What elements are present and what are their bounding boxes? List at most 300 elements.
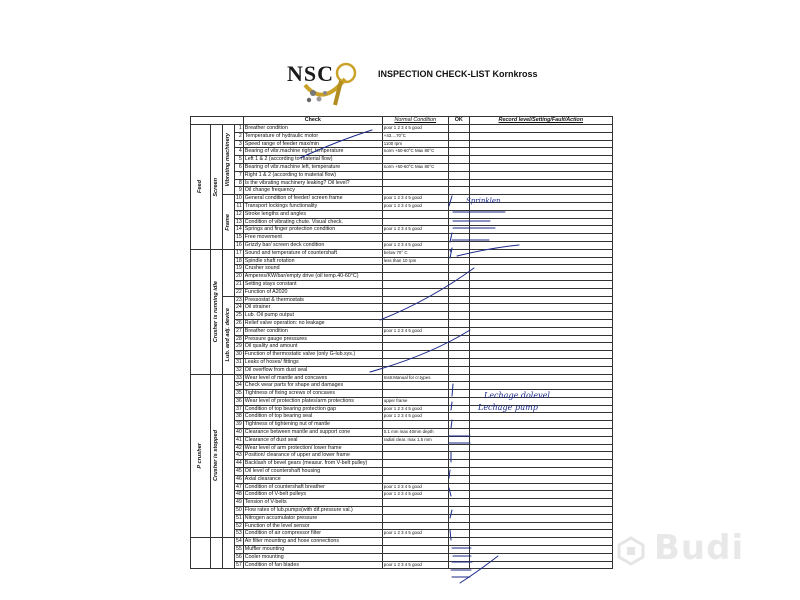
normal-condition <box>382 390 448 398</box>
check-item: Condition of fan blades <box>243 561 382 569</box>
table-row <box>191 179 613 187</box>
record-cell <box>469 429 612 437</box>
ok-cell <box>448 421 469 429</box>
check-item: Right 1 & 2 (according to material flow) <box>243 171 382 179</box>
normal-condition: poor 1 2 3 4 5 good <box>382 226 448 234</box>
row-number: 29 <box>236 343 242 350</box>
ok-cell <box>448 382 469 390</box>
record-cell <box>469 483 612 491</box>
ok-cell <box>448 436 469 444</box>
ok-cell <box>448 514 469 522</box>
check-item: Wear level of protection plates/arm protections <box>243 397 382 405</box>
record-cell <box>469 546 612 554</box>
row-number: 27 <box>236 327 242 334</box>
record-cell <box>469 265 612 273</box>
table-row <box>191 234 613 242</box>
table-row <box>191 522 613 530</box>
table-row <box>191 226 613 234</box>
table-row <box>191 125 613 133</box>
table-row <box>191 553 613 561</box>
ok-cell <box>448 429 469 437</box>
row-number: 36 <box>236 397 242 404</box>
ok-cell <box>448 507 469 515</box>
ok-cell <box>448 444 469 452</box>
normal-condition <box>382 171 448 179</box>
check-item: Oil change frequency <box>243 187 382 195</box>
table-row <box>191 296 613 304</box>
normal-condition <box>382 319 448 327</box>
normal-condition: 1100 rpm <box>382 140 448 148</box>
check-item: Transport lockings functionality <box>243 202 382 210</box>
group-label-feed <box>191 125 211 250</box>
row-number: 30 <box>236 351 242 358</box>
row-number: 41 <box>236 436 242 443</box>
row-number: 53 <box>236 530 242 537</box>
row-number: 25 <box>236 312 242 319</box>
ok-cell <box>448 405 469 413</box>
ok-cell <box>448 561 469 569</box>
row-number: 26 <box>236 319 242 326</box>
group-label-empty <box>223 538 235 569</box>
row-number: 44 <box>236 460 242 467</box>
row-number: 55 <box>236 546 242 553</box>
check-item: Temperature of hydraulic motor <box>243 132 382 140</box>
ok-cell <box>448 125 469 133</box>
check-item: Relief valve operation: no leakage <box>243 319 382 327</box>
record-cell <box>469 226 612 234</box>
ok-cell <box>448 390 469 398</box>
table-row <box>191 538 613 546</box>
check-item: Oil quality and amount <box>243 343 382 351</box>
check-item: Condition of V-belt pulleys <box>243 491 382 499</box>
check-item: Muffler mounting <box>243 546 382 554</box>
normal-condition: poor 1 2 3 4 5 good <box>382 561 448 569</box>
record-cell <box>469 421 612 429</box>
record-cell <box>469 163 612 171</box>
table-header-row <box>191 117 613 125</box>
record-cell <box>469 335 612 343</box>
table-row <box>191 366 613 374</box>
column-header-normal-condition: Normal Condition <box>382 117 448 125</box>
row-number: 2 <box>235 132 244 140</box>
normal-condition <box>382 343 448 351</box>
record-cell <box>469 125 612 133</box>
check-item: Oil strainer <box>243 304 382 312</box>
ok-cell <box>448 265 469 273</box>
normal-condition: poor 1 2 3 4 5 good <box>382 483 448 491</box>
check-item: Bearing of vibr.machine right, temperature <box>243 148 382 156</box>
record-cell <box>469 140 612 148</box>
check-item: Bearing of vibr.machine left, temperature <box>243 163 382 171</box>
normal-condition: poor 1 2 3 4 5 good <box>382 491 448 499</box>
table-row <box>191 561 613 569</box>
normal-condition <box>382 421 448 429</box>
check-item: Function of thermostatic valve (only G-lub.sys.) <box>243 351 382 359</box>
ok-cell <box>448 483 469 491</box>
check-item: Tightness of fixing screws of concaves <box>243 390 382 398</box>
record-cell <box>469 234 612 242</box>
record-cell <box>469 507 612 515</box>
ok-cell <box>448 195 469 203</box>
ok-cell <box>448 234 469 242</box>
normal-condition: poor 1 2 3 4 5 good <box>382 241 448 249</box>
normal-condition <box>382 265 448 273</box>
normal-condition: upper frame <box>382 397 448 405</box>
table-row <box>191 483 613 491</box>
record-cell <box>469 179 612 187</box>
record-cell <box>469 249 612 257</box>
check-item: Spindle shaft rotation <box>243 257 382 265</box>
ok-cell <box>448 538 469 546</box>
table-row <box>191 507 613 515</box>
check-item: Grizzly bar/ screen deck condition <box>243 241 382 249</box>
normal-condition: 0.1 mm max 40mm depth <box>382 429 448 437</box>
row-number: 6 <box>235 163 244 171</box>
check-item: Setting stays constant <box>243 280 382 288</box>
row-number: 13 <box>236 218 242 225</box>
row-number: 17 <box>236 249 242 256</box>
ok-cell <box>448 452 469 460</box>
ok-cell <box>448 171 469 179</box>
ok-cell <box>448 468 469 476</box>
nsc-logo <box>283 55 363 110</box>
record-cell <box>469 327 612 335</box>
check-item: Clearance of dust seal <box>243 436 382 444</box>
row-number: 31 <box>236 358 242 365</box>
ok-cell <box>448 397 469 405</box>
normal-condition: poor 1 2 3 4 5 good <box>382 125 448 133</box>
group-label-crusher-running-idle <box>211 249 223 374</box>
record-cell <box>469 218 612 226</box>
ok-cell <box>448 460 469 468</box>
check-item: Tension of V-belts <box>243 499 382 507</box>
table-row <box>191 218 613 226</box>
row-number: 43 <box>236 452 242 459</box>
record-cell <box>469 553 612 561</box>
group-label-frame-text: Frame <box>225 213 232 231</box>
ok-cell <box>448 304 469 312</box>
check-item: Pressure gauge pressures <box>243 335 382 343</box>
record-cell <box>469 413 612 421</box>
check-item: Breather condition <box>243 125 382 133</box>
row-number: 20 <box>236 273 242 280</box>
check-item: Breather condition <box>243 327 382 335</box>
check-item: Condition of countershaft breather <box>243 483 382 491</box>
check-item: Backlash of bevel gears (measur. from V-belt pulley) <box>243 460 382 468</box>
row-number: 15 <box>236 234 242 241</box>
check-item: Condition of top bearing seal <box>243 413 382 421</box>
row-number: 37 <box>236 405 242 412</box>
record-cell <box>469 499 612 507</box>
check-item: Lub. Oil pump output <box>243 312 382 320</box>
watermark-text: Budi <box>654 528 745 568</box>
normal-condition <box>382 156 448 164</box>
record-cell <box>469 397 612 405</box>
table-row <box>191 390 613 398</box>
row-number: 35 <box>236 390 242 397</box>
group-label-empty <box>223 249 235 296</box>
normal-condition: norm +50-60°C Max 80°C <box>382 163 448 171</box>
table-row <box>191 257 613 265</box>
row-number: 3 <box>235 140 244 148</box>
record-cell <box>469 288 612 296</box>
ok-cell <box>448 553 469 561</box>
normal-condition <box>382 335 448 343</box>
record-cell <box>469 241 612 249</box>
row-number: 52 <box>236 522 242 529</box>
table-row <box>191 491 613 499</box>
record-cell <box>469 460 612 468</box>
ok-cell <box>448 140 469 148</box>
check-item: Leaks of hoses/ fittings <box>243 358 382 366</box>
row-number: 46 <box>236 475 242 482</box>
ok-cell <box>448 156 469 164</box>
row-number: 39 <box>236 421 242 428</box>
check-item: Springs and finger protection condition <box>243 226 382 234</box>
check-item: Clearance between mantle and support cone <box>243 429 382 437</box>
row-number: 12 <box>236 210 242 217</box>
normal-condition: poor 1 2 3 4 5 good <box>382 405 448 413</box>
row-number: 33 <box>236 374 242 381</box>
handwritten-note-leakage-pump: Lechage pump <box>478 403 538 412</box>
check-item: Oil level of countershaft housing <box>243 468 382 476</box>
check-item: General condition of feeder/ screen frame <box>243 195 382 203</box>
check-item: Check wear parts for shape and damages <box>243 382 382 390</box>
table-row <box>191 335 613 343</box>
ok-cell <box>448 343 469 351</box>
table-row <box>191 413 613 421</box>
ok-cell <box>448 358 469 366</box>
record-cell <box>469 202 612 210</box>
row-number: 34 <box>236 382 242 389</box>
table-row <box>191 397 613 405</box>
normal-condition: norm +50-60°C Max 80°C <box>382 148 448 156</box>
check-item: Position/ clearance of upper and lower frame <box>243 452 382 460</box>
table-row <box>191 514 613 522</box>
table-row <box>191 265 613 273</box>
column-header-record: Record level/Setting/Fault/Action <box>469 117 612 125</box>
table-row <box>191 327 613 335</box>
row-number: 56 <box>236 553 242 560</box>
ok-cell <box>448 280 469 288</box>
row-number: 54 <box>236 538 242 545</box>
table-row <box>191 374 613 382</box>
record-cell <box>469 319 612 327</box>
row-number: 32 <box>236 366 242 373</box>
record-cell <box>469 374 612 382</box>
column-header-check: Check <box>243 117 382 125</box>
table-row <box>191 273 613 281</box>
table-row <box>191 241 613 249</box>
table-row <box>191 187 613 195</box>
normal-condition: +43....70°C <box>382 132 448 140</box>
handwritten-note-sprinkler: Sprinklen <box>466 197 501 205</box>
normal-condition <box>382 522 448 530</box>
normal-condition: poor 1 2 3 4 5 good <box>382 202 448 210</box>
normal-condition <box>382 288 448 296</box>
row-number: 8 <box>235 179 244 187</box>
check-item: Wear level of arm protection/ lower frame <box>243 444 382 452</box>
row-number: 21 <box>236 280 242 287</box>
ok-cell <box>448 491 469 499</box>
ok-cell <box>448 296 469 304</box>
row-number: 51 <box>236 514 242 521</box>
check-item: Flow rates of lub.pumps(with dif.pressure val.) <box>243 507 382 515</box>
row-number: 22 <box>236 288 242 295</box>
check-item: Air filter mounting and hose connections <box>243 538 382 546</box>
normal-condition <box>382 499 448 507</box>
record-cell <box>469 382 612 390</box>
table-row <box>191 288 613 296</box>
row-number: 18 <box>236 257 242 264</box>
check-item: Axial clearance <box>243 475 382 483</box>
group-label-empty <box>191 249 211 374</box>
table-row <box>191 156 613 164</box>
check-item: Amperes/KW/bar/empty drive (oil temp.40-60°C) <box>243 273 382 281</box>
row-number: 14 <box>236 226 242 233</box>
ok-cell <box>448 288 469 296</box>
normal-condition <box>382 187 448 195</box>
table-row <box>191 148 613 156</box>
record-cell <box>469 171 612 179</box>
record-cell <box>469 210 612 218</box>
record-cell <box>469 475 612 483</box>
group-label-p-crusher <box>191 374 211 538</box>
ok-cell <box>448 132 469 140</box>
ok-cell <box>448 327 469 335</box>
row-number: 57 <box>236 561 242 568</box>
document-title: INSPECTION CHECK-LIST Kornkross <box>378 69 538 79</box>
group-label-empty <box>191 538 211 569</box>
check-item: Speed range of feeder max/min <box>243 140 382 148</box>
ok-cell <box>448 499 469 507</box>
normal-condition <box>382 210 448 218</box>
group-label-p-crusher-text: P crusher <box>197 443 204 469</box>
row-number: 23 <box>236 296 242 303</box>
record-cell <box>469 452 612 460</box>
table-row <box>191 304 613 312</box>
table-row <box>191 499 613 507</box>
ok-cell <box>448 374 469 382</box>
logo-text: NSC <box>287 61 335 86</box>
group-label-crusher-running-idle-text: Crusher is running idle <box>213 281 220 343</box>
check-item: Stroke lengths and angles <box>243 210 382 218</box>
normal-condition <box>382 475 448 483</box>
group-label-empty <box>223 374 235 538</box>
record-cell <box>469 538 612 546</box>
normal-condition <box>382 538 448 546</box>
normal-condition: below 70° C <box>382 249 448 257</box>
watermark-logo-icon <box>616 536 646 566</box>
check-item: Sound and temperature of countershaft <box>243 249 382 257</box>
table-row <box>191 436 613 444</box>
record-cell <box>469 390 612 398</box>
record-cell <box>469 530 612 538</box>
row-number: 38 <box>236 413 242 420</box>
normal-condition: poor 1 2 3 4 5 good <box>382 195 448 203</box>
record-cell <box>469 187 612 195</box>
table-row <box>191 210 613 218</box>
ok-cell <box>448 475 469 483</box>
column-header-ok: OK <box>448 117 469 125</box>
ok-cell <box>448 179 469 187</box>
group-label-feed-text: Feed <box>197 180 204 194</box>
ok-cell <box>448 413 469 421</box>
ok-cell <box>448 546 469 554</box>
record-cell <box>469 132 612 140</box>
table-row <box>191 202 613 210</box>
group-label-crusher-stopped <box>211 374 223 538</box>
inspection-checklist-table <box>190 116 613 569</box>
normal-condition <box>382 218 448 226</box>
check-item: Crusher sound <box>243 265 382 273</box>
check-item: Pressostat & thermostats <box>243 296 382 304</box>
table-row <box>191 351 613 359</box>
check-item: Condition of air compressor filter <box>243 530 382 538</box>
table-row <box>191 468 613 476</box>
normal-condition: radial clear. max 1.5 mm <box>382 436 448 444</box>
table-row <box>191 444 613 452</box>
ok-cell <box>448 218 469 226</box>
table-row <box>191 382 613 390</box>
record-cell <box>469 436 612 444</box>
normal-condition <box>382 312 448 320</box>
ok-cell <box>448 241 469 249</box>
record-cell <box>469 148 612 156</box>
ok-cell <box>448 530 469 538</box>
normal-condition <box>382 351 448 359</box>
ok-cell <box>448 319 469 327</box>
table-row <box>191 163 613 171</box>
checklist-rows <box>191 125 613 569</box>
normal-condition <box>382 234 448 242</box>
record-cell <box>469 444 612 452</box>
ok-cell <box>448 249 469 257</box>
row-number: 24 <box>236 304 242 311</box>
normal-condition <box>382 452 448 460</box>
record-cell <box>469 561 612 569</box>
normal-condition <box>382 553 448 561</box>
table-row <box>191 421 613 429</box>
group-label-vibrating-machinery-text: Vibrating machinery <box>225 132 232 187</box>
record-cell <box>469 522 612 530</box>
row-number: 10 <box>236 195 242 202</box>
table-row <box>191 452 613 460</box>
table-row <box>191 429 613 437</box>
record-cell <box>469 156 612 164</box>
group-label-screen-text: Screen <box>213 177 220 197</box>
row-number: 19 <box>236 265 242 272</box>
table-row <box>191 460 613 468</box>
record-cell <box>469 257 612 265</box>
normal-condition <box>382 468 448 476</box>
table-row <box>191 319 613 327</box>
ok-cell <box>448 226 469 234</box>
check-item: Function of the level sensor <box>243 522 382 530</box>
group-label-lub-adj-device <box>223 296 235 374</box>
table-row <box>191 171 613 179</box>
row-number: 50 <box>236 507 242 514</box>
normal-condition <box>382 366 448 374</box>
normal-condition <box>382 460 448 468</box>
ok-cell <box>448 273 469 281</box>
record-cell <box>469 491 612 499</box>
record-cell <box>469 280 612 288</box>
row-number: 47 <box>236 483 242 490</box>
check-item: Is the vibrating machinery leaking? Oil level? <box>243 179 382 187</box>
ok-cell <box>448 257 469 265</box>
row-number: 11 <box>236 202 242 209</box>
